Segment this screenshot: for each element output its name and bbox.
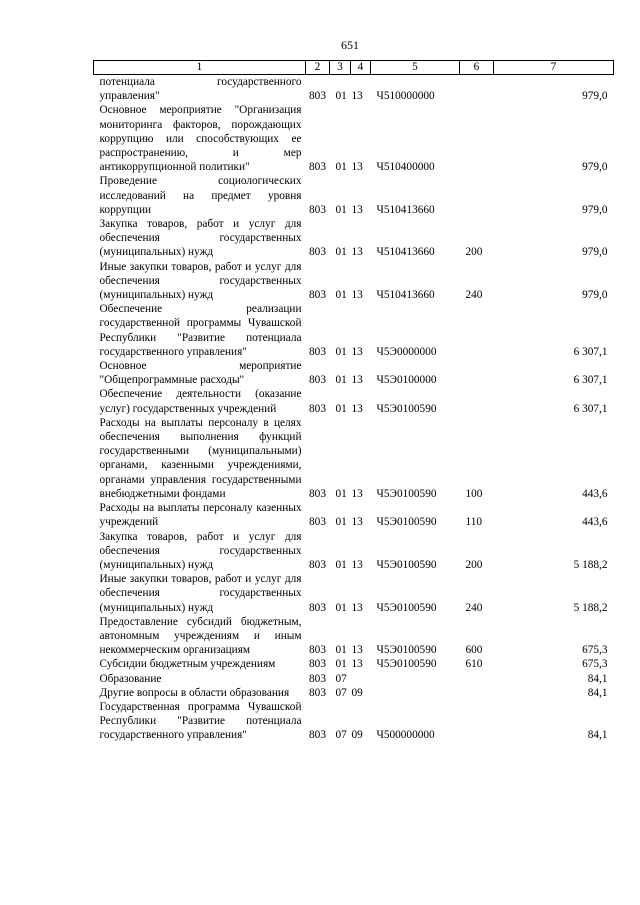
- row-ministry-code-cell: 803: [309, 672, 326, 685]
- row-section-cell: 01: [335, 289, 347, 302]
- row-amount-cell: 5 188,2: [573, 558, 608, 571]
- row-section-cell: 07: [335, 672, 347, 685]
- row-subsection-cell: 13: [351, 345, 363, 358]
- row-section-cell: 01: [335, 644, 347, 657]
- row-ministry-code-cell: 803: [309, 516, 326, 529]
- column-header: 7: [494, 61, 614, 75]
- table-row: [94, 672, 614, 686]
- row-expense-type-cell: 200: [465, 558, 483, 571]
- row-target-article-cell: Ч5Э0100590: [376, 658, 437, 671]
- row-expense-type-cell: [460, 174, 494, 217]
- row-ministry-code-cell: 803: [309, 558, 326, 571]
- row-ministry-code-cell: 803: [309, 246, 326, 259]
- row-expense-type-cell: 240: [465, 289, 483, 302]
- row-section-cell: 07: [335, 686, 347, 699]
- row-section-cell: 01: [335, 402, 347, 415]
- row-expense-type-cell: [460, 302, 494, 359]
- row-amount-cell: 6 307,1: [573, 345, 608, 358]
- row-name-cell: Иные закупки товаров, работ и услуг для обеспечения государственных (муниципальных) нужд: [99, 260, 302, 302]
- row-target-article-cell: Ч5Э0100590: [376, 601, 437, 614]
- row-ministry-code-cell: 803: [309, 203, 326, 216]
- row-name-cell: потенциала государственного управления": [99, 76, 302, 103]
- row-section-cell: 07: [335, 729, 347, 742]
- row-ministry-code-cell: 803: [309, 374, 326, 387]
- table-header-row: [94, 61, 614, 75]
- row-subsection-cell: 13: [351, 658, 363, 671]
- row-ministry-code-cell: 803: [309, 90, 326, 103]
- table-row: [94, 260, 614, 303]
- row-section-cell: 01: [335, 203, 347, 216]
- table-row: [94, 615, 614, 658]
- row-amount-cell: 443,6: [582, 516, 608, 529]
- row-target-article-cell: Ч5Э0100590: [376, 487, 437, 500]
- row-target-article-cell: Ч5Э0100000: [376, 374, 437, 387]
- row-target-article-cell: [371, 672, 460, 686]
- row-name-cell: Основное мероприятие "Организация мониторинга факторов, порождающих коррупцию или способствующих ее распространению, и мер антикоррупционной политики": [99, 104, 302, 174]
- row-section-cell: 01: [335, 558, 347, 571]
- row-target-article-cell: Ч510413660: [376, 289, 435, 302]
- row-expense-type-cell: 240: [465, 601, 483, 614]
- column-header: 3: [330, 61, 351, 75]
- column-header: 2: [306, 61, 330, 75]
- row-section-cell: 01: [335, 374, 347, 387]
- row-target-article-cell: Ч500000000: [376, 729, 435, 742]
- row-name-cell: Государственная программа Чувашской Республики "Развитие потенциала государственного управления": [99, 700, 302, 742]
- row-expense-type-cell: [460, 103, 494, 174]
- row-target-article-cell: [371, 686, 460, 700]
- table-row: [94, 217, 614, 260]
- row-amount-cell: 84,1: [587, 672, 608, 685]
- column-header: 5: [371, 61, 460, 75]
- row-section-cell: 01: [335, 516, 347, 529]
- row-section-cell: 01: [335, 345, 347, 358]
- row-ministry-code-cell: 803: [309, 644, 326, 657]
- row-section-cell: 01: [335, 246, 347, 259]
- table-row: [94, 700, 614, 743]
- column-header: 6: [460, 61, 494, 75]
- row-amount-cell: 979,0: [582, 203, 608, 216]
- row-target-article-cell: Ч5Э0100590: [376, 402, 437, 415]
- row-section-cell: 01: [335, 658, 347, 671]
- row-target-article-cell: Ч510400000: [376, 161, 435, 174]
- row-expense-type-cell: [460, 359, 494, 387]
- row-ministry-code-cell: 803: [309, 658, 326, 671]
- row-amount-cell: 979,0: [582, 90, 608, 103]
- row-name-cell: Предоставление субсидий бюджетным, автономным учреждениям и иным некоммерческим организациям: [99, 615, 302, 657]
- row-amount-cell: 6 307,1: [573, 402, 608, 415]
- row-subsection-cell: 13: [351, 558, 363, 571]
- row-target-article-cell: Ч5Э0100590: [376, 644, 437, 657]
- row-subsection-cell: 13: [351, 374, 363, 387]
- row-subsection-cell: 13: [351, 516, 363, 529]
- row-subsection-cell: 13: [351, 203, 363, 216]
- row-ministry-code-cell: 803: [309, 487, 326, 500]
- row-amount-cell: 84,1: [587, 686, 608, 699]
- row-target-article-cell: Ч5Э0100590: [376, 558, 437, 571]
- row-subsection-cell: [351, 672, 371, 686]
- row-expense-type-cell: [460, 672, 494, 686]
- row-section-cell: 01: [335, 90, 347, 103]
- page-number: 651: [341, 38, 359, 52]
- row-subsection-cell: 13: [351, 487, 363, 500]
- row-expense-type-cell: [460, 700, 494, 743]
- row-section-cell: 01: [335, 161, 347, 174]
- row-subsection-cell: 13: [351, 90, 363, 103]
- row-expense-type-cell: [460, 75, 494, 104]
- row-amount-cell: 979,0: [582, 289, 608, 302]
- table-body: [94, 75, 614, 743]
- row-subsection-cell: 13: [351, 601, 363, 614]
- table-row: [94, 501, 614, 529]
- row-name-cell: Субсидии бюджетным учреждениям: [99, 658, 276, 671]
- row-name-cell: Закупка товаров, работ и услуг для обеспечения государственных (муниципальных) нужд: [99, 218, 302, 259]
- row-ministry-code-cell: 803: [309, 729, 326, 742]
- table-row: [94, 686, 614, 700]
- row-subsection-cell: 13: [351, 246, 363, 259]
- row-expense-type-cell: 610: [465, 658, 483, 671]
- table-row: [94, 359, 614, 387]
- table-row: [94, 530, 614, 573]
- table-row: [94, 657, 614, 671]
- row-expense-type-cell: 110: [465, 516, 483, 529]
- column-header: 4: [351, 61, 371, 75]
- row-amount-cell: 675,3: [582, 644, 608, 657]
- row-ministry-code-cell: 803: [309, 161, 326, 174]
- row-ministry-code-cell: 803: [309, 289, 326, 302]
- row-name-cell: Обеспечение реализации государственной программы Чувашской Республики "Развитие потенциала государственного управления": [99, 303, 302, 358]
- column-header: 1: [94, 61, 306, 75]
- row-name-cell: Закупка товаров, работ и услуг для обеспечения государственных (муниципальных) нужд: [99, 530, 302, 571]
- row-expense-type-cell: 100: [465, 487, 483, 500]
- row-target-article-cell: Ч510413660: [376, 246, 435, 259]
- row-target-article-cell: Ч510000000: [376, 90, 435, 103]
- row-target-article-cell: Ч5Э0000000: [376, 345, 437, 358]
- table-row: [94, 302, 614, 359]
- row-ministry-code-cell: 803: [309, 686, 326, 699]
- row-target-article-cell: Ч510413660: [376, 203, 435, 216]
- row-ministry-code-cell: 803: [309, 601, 326, 614]
- row-expense-type-cell: [460, 387, 494, 415]
- budget-table: [93, 60, 614, 743]
- row-subsection-cell: 13: [351, 161, 363, 174]
- row-subsection-cell: 09: [351, 729, 363, 742]
- row-expense-type-cell: 200: [465, 246, 483, 259]
- row-subsection-cell: 13: [351, 402, 363, 415]
- row-expense-type-cell: 600: [465, 644, 483, 657]
- row-name-cell: Основное мероприятие "Общепрограммные расходы": [99, 360, 302, 387]
- row-target-article-cell: Ч5Э0100590: [376, 516, 437, 529]
- row-amount-cell: 443,6: [582, 487, 608, 500]
- row-name-cell: Другие вопросы в области образования: [99, 686, 290, 699]
- row-name-cell: Проведение социологических исследований на предмет уровня коррупции: [99, 175, 302, 216]
- row-amount-cell: 675,3: [582, 658, 608, 671]
- row-name-cell: Обеспечение деятельности (оказание услуг) государственных учреждений: [99, 388, 302, 415]
- row-subsection-cell: 09: [351, 686, 363, 699]
- row-expense-type-cell: [460, 686, 494, 700]
- row-subsection-cell: 13: [351, 644, 363, 657]
- table-row: [94, 416, 614, 501]
- row-amount-cell: 5 188,2: [573, 601, 608, 614]
- row-name-cell: Расходы на выплаты персоналу в целях обеспечения выполнения функций государственными (муниципальными) органами, казенными учреждениями, органами управления государственными внебюджетными фондами: [99, 416, 302, 500]
- row-section-cell: 01: [335, 601, 347, 614]
- row-ministry-code-cell: 803: [309, 402, 326, 415]
- row-amount-cell: 84,1: [587, 729, 608, 742]
- row-subsection-cell: 13: [351, 289, 363, 302]
- row-name-cell: Образование: [99, 672, 162, 685]
- row-amount-cell: 6 307,1: [573, 374, 608, 387]
- table-row: [94, 572, 614, 615]
- table-row: [94, 103, 614, 174]
- row-name-cell: Расходы на выплаты персоналу казенных учреждений: [99, 502, 302, 529]
- table-row: [94, 174, 614, 217]
- row-amount-cell: 979,0: [582, 161, 608, 174]
- row-ministry-code-cell: 803: [309, 345, 326, 358]
- table-row: [94, 75, 614, 104]
- row-name-cell: Иные закупки товаров, работ и услуг для обеспечения государственных (муниципальных) нужд: [99, 573, 302, 614]
- row-section-cell: 01: [335, 487, 347, 500]
- table-row: [94, 387, 614, 415]
- row-amount-cell: 979,0: [582, 246, 608, 259]
